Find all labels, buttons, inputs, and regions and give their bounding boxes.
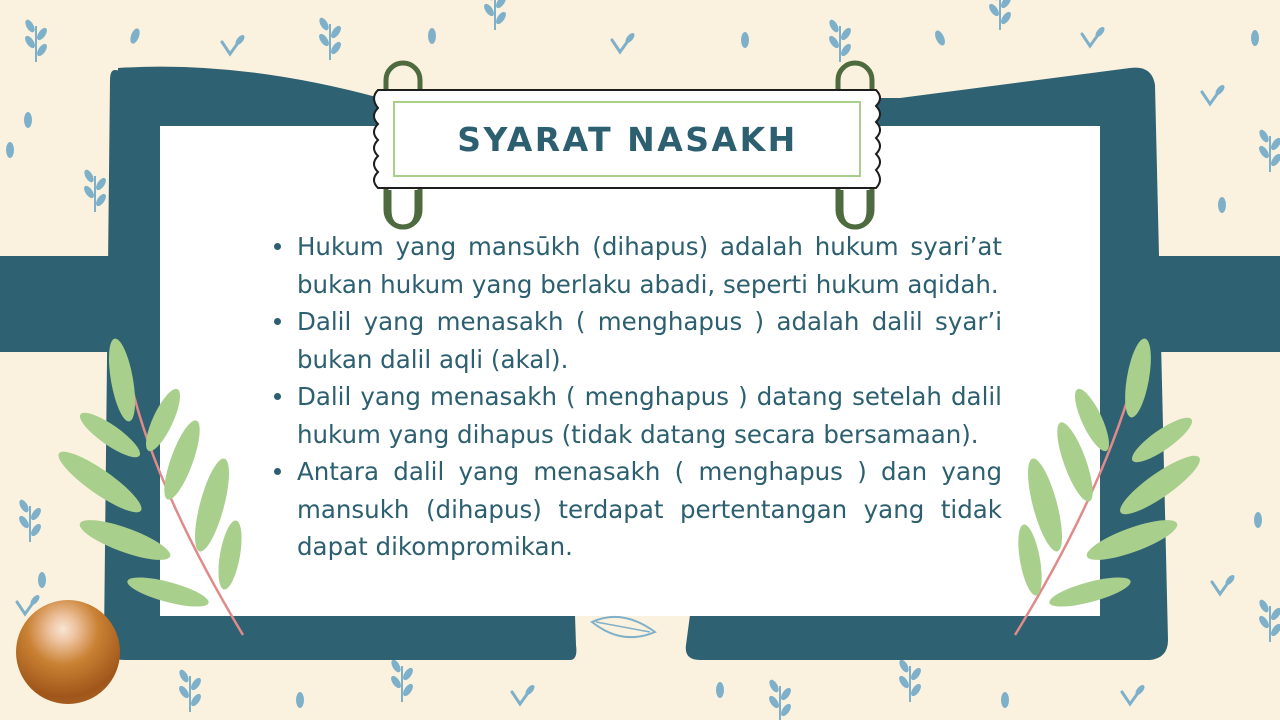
slide-content [297,228,1002,566]
bullet-text: Dalil yang menasakh ( menghapus ) datang setelah dalil hukum yang dihapus (tidak datang secara bersamaan). [297,382,1002,449]
bullet-item [297,228,1002,303]
leaf-decor-icon [592,617,655,637]
bullet-dot-icon [274,318,281,325]
bullet-list [297,228,1002,566]
bullet-text: Dalil yang menasakh ( menghapus ) adalah dalil syar’i bukan dalil aqli (akal). [297,307,1002,374]
bullet-text: Antara dalil yang menasakh ( menghapus ) dan yang mansukh (dihapus) terdapat pertentangan yang tidak dapat dikompromikan. [297,457,1002,561]
bullet-dot-icon [274,393,281,400]
bullet-text: Hukum yang mansūkh (dihapus) adalah hukum syari’at bukan hukum yang berlaku abadi, seperti hukum aqidah. [297,232,1002,299]
slide-title: SYARAT NASAKH [457,120,798,159]
bullet-dot-icon [274,243,281,250]
bullet-item [297,453,1002,566]
video-overlay-orb [16,600,120,704]
bullet-item [297,303,1002,378]
bullet-item [297,378,1002,453]
bullet-dot-icon [274,468,281,475]
